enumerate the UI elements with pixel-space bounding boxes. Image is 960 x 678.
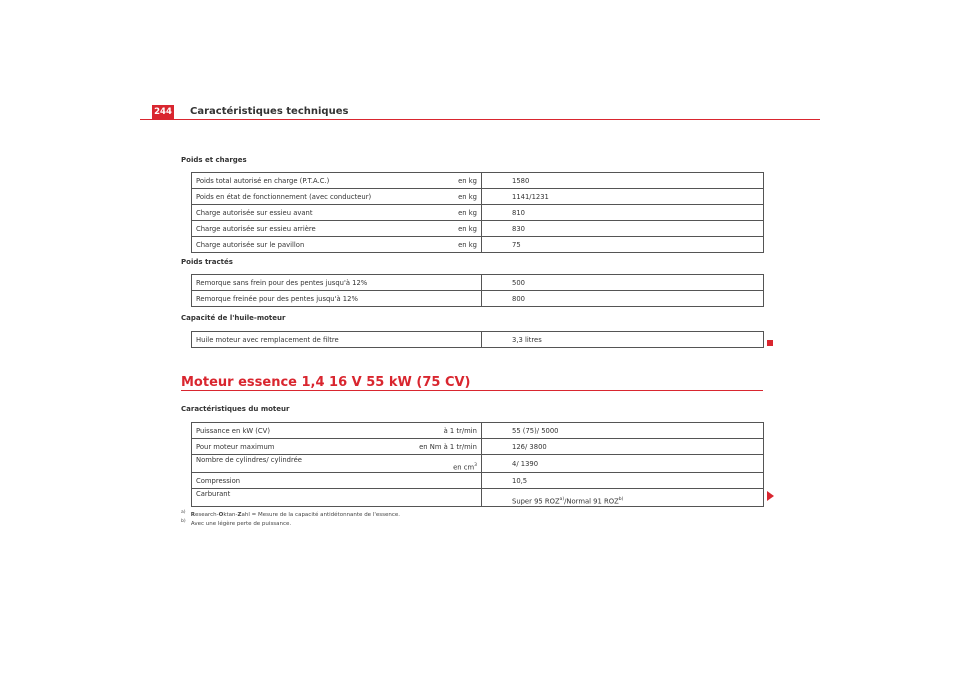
fn-text: ktan- bbox=[223, 511, 238, 518]
fn-text: esearch- bbox=[195, 511, 219, 518]
row-unit: en kg bbox=[392, 237, 482, 253]
row-label: Puissance en kW (CV) bbox=[192, 423, 392, 439]
footnote-ref-b[interactable]: b) bbox=[618, 496, 624, 502]
row-label: Charge autorisée sur essieu avant bbox=[192, 205, 392, 221]
table-row bbox=[192, 489, 764, 507]
footnote-b bbox=[181, 518, 291, 528]
continue-arrow-icon bbox=[767, 491, 774, 501]
engine-table bbox=[191, 422, 764, 507]
section-title-towing: Poids tractés bbox=[181, 258, 233, 266]
table-row bbox=[192, 439, 764, 455]
unit-superscript: 3 bbox=[474, 462, 477, 468]
fuel-super: Super 95 ROZ bbox=[512, 497, 560, 505]
row-label: Compression bbox=[192, 473, 392, 489]
row-label: Carburant bbox=[192, 489, 392, 507]
weights-table bbox=[191, 172, 764, 253]
row-label: Nombre de cylindres/ cylindrée bbox=[192, 455, 392, 473]
row-unit: en Nm à 1 tr/min bbox=[392, 439, 482, 455]
section-end-marker-icon bbox=[767, 340, 773, 346]
footnote-mark: b) bbox=[181, 519, 186, 524]
fuel-normal: /Normal 91 ROZ bbox=[564, 497, 619, 505]
row-unit bbox=[392, 455, 482, 473]
row-label: Charge autorisée sur essieu arrière bbox=[192, 221, 392, 237]
table-row bbox=[192, 173, 764, 189]
row-value: 810 bbox=[482, 205, 764, 221]
footnote-ref-a[interactable]: a) bbox=[559, 496, 565, 502]
row-unit: en kg bbox=[392, 221, 482, 237]
table-row bbox=[192, 237, 764, 253]
table-row bbox=[192, 221, 764, 237]
unit-text: en cm bbox=[453, 463, 475, 471]
row-label: Remorque freinée pour des pentes jusqu'à 12% bbox=[192, 291, 482, 307]
fn-letter: Z bbox=[237, 511, 242, 518]
row-label: Poids total autorisé en charge (P.T.A.C.) bbox=[192, 173, 392, 189]
towing-table bbox=[191, 274, 764, 307]
row-unit bbox=[392, 473, 482, 489]
chapter-title: Moteur essence 1,4 16 V 55 kW (75 CV) bbox=[181, 375, 471, 390]
fn-text: ahl = Mesure de la capacité antidétonnante de l'essence. bbox=[241, 511, 400, 518]
row-label: Charge autorisée sur le pavillon bbox=[192, 237, 392, 253]
page-number: 244 bbox=[152, 105, 174, 119]
row-label: Huile moteur avec remplacement de filtre bbox=[192, 332, 482, 348]
row-value: 1141/1231 bbox=[482, 189, 764, 205]
row-value: 126/ 3800 bbox=[482, 439, 764, 455]
row-unit: en kg bbox=[392, 205, 482, 221]
row-label: Remorque sans frein pour des pentes jusqu'à 12% bbox=[192, 275, 482, 291]
page-title: Caractéristiques techniques bbox=[190, 106, 349, 117]
row-unit: en kg bbox=[392, 173, 482, 189]
header-divider bbox=[140, 119, 820, 120]
row-value: 4/ 1390 bbox=[482, 455, 764, 473]
chapter-divider bbox=[181, 390, 763, 391]
oil-table bbox=[191, 331, 764, 348]
row-label: Pour moteur maximum bbox=[192, 439, 392, 455]
table-row bbox=[192, 455, 764, 473]
fn-letter: O bbox=[218, 511, 224, 518]
table-row bbox=[192, 189, 764, 205]
row-value: 800 bbox=[482, 291, 764, 307]
table-row bbox=[192, 275, 764, 291]
section-title-engine: Caractéristiques du moteur bbox=[181, 405, 290, 413]
fn-text: Avec une légère perte de puissance. bbox=[190, 520, 292, 527]
table-row bbox=[192, 473, 764, 489]
row-unit bbox=[392, 489, 482, 507]
row-value: 55 (75)/ 5000 bbox=[482, 423, 764, 439]
row-label: Poids en état de fonctionnement (avec conducteur) bbox=[192, 189, 392, 205]
row-value: 75 bbox=[482, 237, 764, 253]
section-title-weights: Poids et charges bbox=[181, 156, 247, 164]
table-row bbox=[192, 205, 764, 221]
row-unit: en kg bbox=[392, 189, 482, 205]
fn-letter: R bbox=[190, 511, 196, 518]
row-value bbox=[482, 489, 764, 507]
table-row bbox=[192, 291, 764, 307]
row-unit: à 1 tr/min bbox=[392, 423, 482, 439]
row-value: 830 bbox=[482, 221, 764, 237]
table-row bbox=[192, 423, 764, 439]
row-value: 10,5 bbox=[482, 473, 764, 489]
row-value: 500 bbox=[482, 275, 764, 291]
row-value: 3,3 litres bbox=[482, 332, 764, 348]
footnote-mark: a) bbox=[181, 510, 186, 515]
table-row bbox=[192, 332, 764, 348]
row-value: 1580 bbox=[482, 173, 764, 189]
section-title-oil: Capacité de l'huile-moteur bbox=[181, 314, 286, 322]
